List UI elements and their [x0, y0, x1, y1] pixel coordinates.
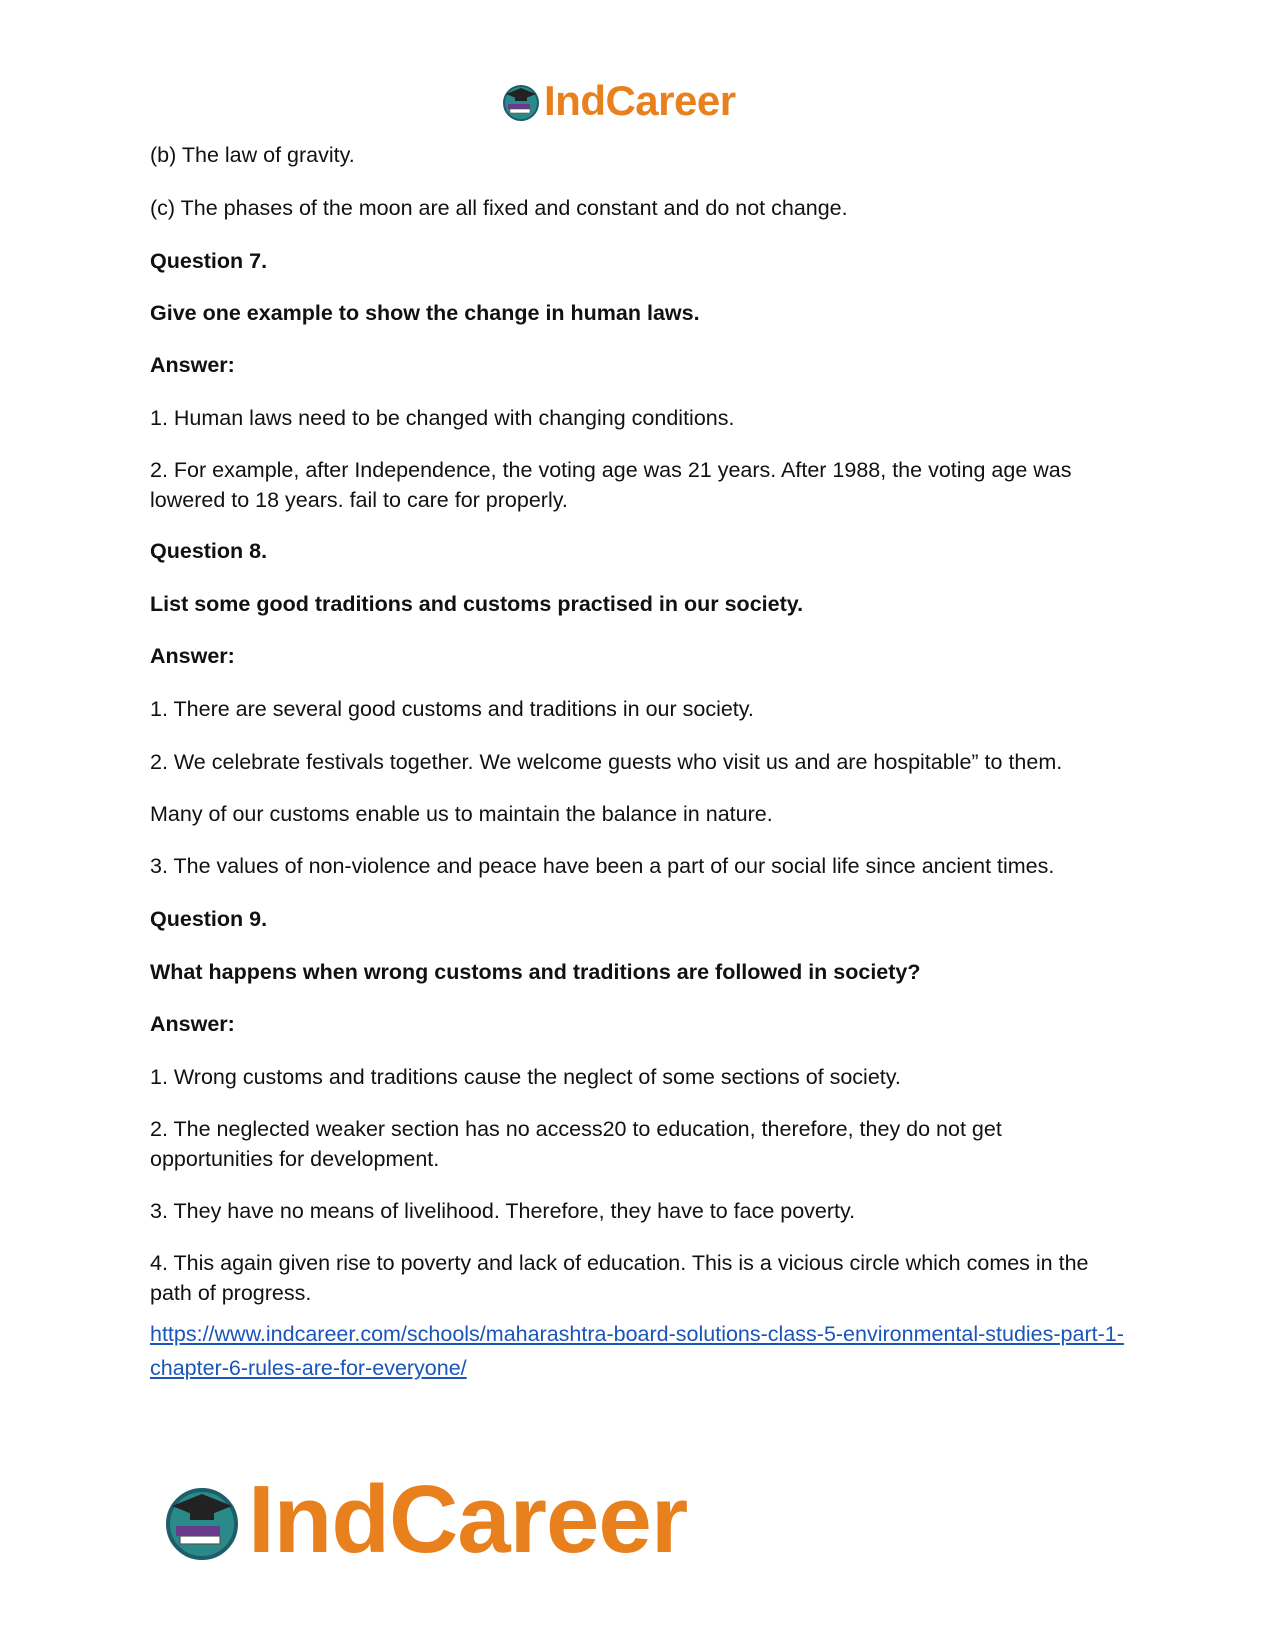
answer-8-label: Answer:	[150, 644, 235, 668]
answer-7-label: Answer:	[150, 353, 235, 377]
question-9-heading: Question 9.	[150, 907, 268, 931]
source-link[interactable]: https://www.indcareer.com/schools/maharashtra-board-solutions-class-5-environmental-studies-part-1-chapter-6-rules-are-for-everyone/	[150, 1322, 1124, 1380]
question-7-text: Give one example to show the change in human laws.	[150, 301, 700, 325]
question-7-heading: Question 7.	[150, 249, 268, 273]
answer-9-point-3: 3. They have no means of livelihood. Therefore, they have to face poverty.	[150, 1199, 856, 1223]
answer-9-point-4: 4. This again given rise to poverty and lack of education. This is a vicious circle which comes in the path of progress.	[150, 1251, 1089, 1305]
answer-8-note: Many of our customs enable us to maintain the balance in nature.	[150, 802, 773, 826]
brand-name-footer: IndCareer	[248, 1466, 688, 1573]
option-b: (b) The law of gravity.	[150, 143, 355, 167]
answer-7-point-1: 1. Human laws need to be changed with changing conditions.	[150, 406, 735, 430]
answer-8-point-1: 1. There are several good customs and traditions in our society.	[150, 697, 754, 721]
answer-9-point-2: 2. The neglected weaker section has no access20 to education, therefore, they do not get opportunities for development.	[150, 1117, 1002, 1171]
answer-8-point-3: 3. The values of non-violence and peace have been a part of our social life since ancient times.	[150, 854, 1055, 878]
header-logo	[500, 77, 736, 124]
answer-9-label: Answer:	[150, 1012, 235, 1036]
question-8-heading: Question 8.	[150, 539, 268, 563]
answer-9-point-1: 1. Wrong customs and traditions cause the neglect of some sections of society.	[150, 1065, 901, 1089]
option-c: (c) The phases of the moon are all fixed and constant and do not change.	[150, 196, 848, 220]
globe-graduation-cap-icon	[160, 1478, 244, 1562]
answer-7-point-2: 2. For example, after Independence, the voting age was 21 years. After 1988, the voting age was lowered to 18 years. fail to care for properly.	[150, 458, 1072, 512]
answer-8-point-2: 2. We celebrate festivals together. We welcome guests who visit us and are hospitable” to them.	[150, 750, 1063, 774]
brand-name: IndCareer	[544, 77, 736, 124]
globe-graduation-cap-icon	[500, 80, 542, 122]
question-9-text: What happens when wrong customs and traditions are followed in society?	[150, 960, 921, 984]
question-8-text: List some good traditions and customs practised in our society.	[150, 592, 804, 616]
footer-logo	[160, 1466, 688, 1573]
